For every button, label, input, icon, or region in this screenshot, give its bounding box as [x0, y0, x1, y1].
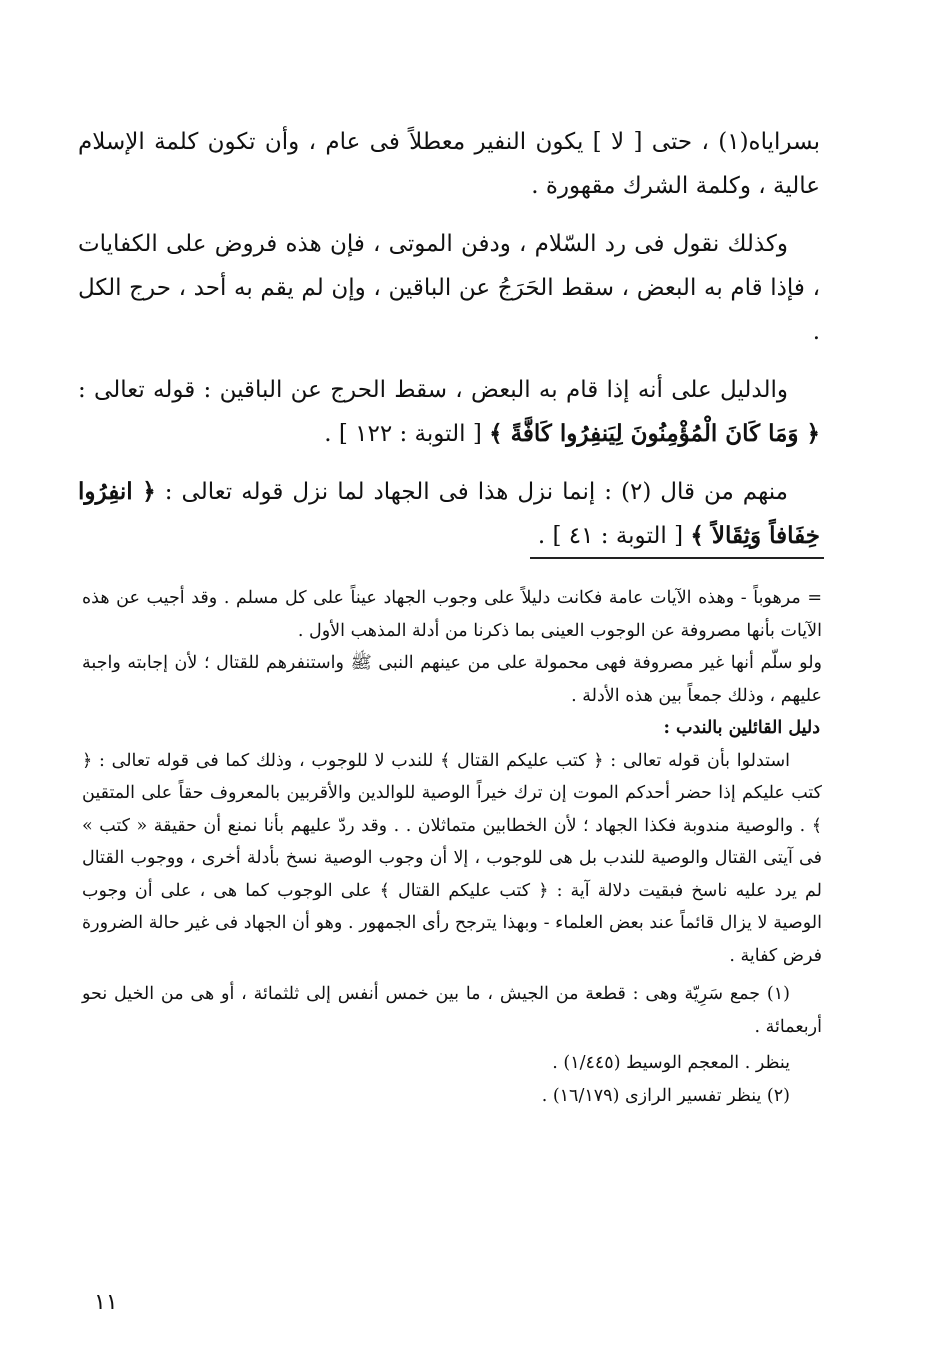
- footnote-continuation: = مرهوباً - وهذه الآيات عامة فكانت دليلاً على وجوب الجهاد عيناً على كل مسلم . وقد أجيب عن هذه الآيات بأنها مصروفة عن الوجوب العينى بما ذكرنا من أدلة المذهب الأول .: [82, 588, 822, 641]
- paragraph-1: بسراياه(١) ، حتى [ لا ] يكون النفير معطلاً فى عام ، وأن تكون كلمة الإسلام عالية ، وكلمة الشرك مقهورة .: [78, 129, 820, 199]
- footnote-paragraph-2: ولو سلّم أنها غير مصروفة فهى محمولة على من عينهم النبى ﷺ واستنفرهم للقتال ؛ لأن إجابته واجبة عليهم ، وذلك جمعاً بين هذه الأدلة .: [82, 653, 822, 706]
- footnote-paragraph-3: استدلوا بأن قوله تعالى : ﴿ كتب عليكم القتال ﴾ للندب لا للوجوب ، وذلك كما فى قوله تعالى : ﴿ كتب عليكم إذا حضر أحدكم الموت إن ترك خيراً الوصية للوالدين والأقربين بالمعروف حقاً على المتقين ﴾ . والوصية مندوبة فكذا الجهاد ؛ لأن الخطابين متماثلان . . وقد ردّ عليهم بأنا نمنع أن حقيقة « كتب » فى آيتى القتال والوصية للندب بل هى للوجوب ، إلا أن وجوب الوصية نسخ بأدلة أخرى ، ووجوب القتال لم يرد عليه ناسخ فبقيت دلالة آية : ﴿ كتب عليكم القتال ﴾ على الوجوب كما هى ، على أن وجوب الوصية لا يزال قائماً عند بعض العلماء - وبهذا يترجح رأى الجمهور . وهو أن الجهاد فى غير حالة الضرورة فرض كفاية .: [82, 750, 822, 966]
- verse-reference-1: [ التوبة : ١٢٢ ] .: [324, 421, 482, 447]
- paragraph-4-text: منهم من قال (٢) : إنما نزل هذا فى الجهاد لما نزل قوله تعالى :: [164, 479, 788, 505]
- footnote-2: (٢) ينظر تفسير الرازى (١٦/١٧٩) .: [541, 1085, 790, 1106]
- paragraph-4: [78, 470, 820, 558]
- footnotes: [82, 582, 822, 1112]
- quran-verse-1: ﴿ وَمَا كَانَ الْمُؤْمِنُونَ لِيَنفِرُوا كَافَّةً ﴾: [489, 420, 820, 447]
- footnote-separator: [530, 557, 824, 559]
- paragraph-3: [78, 368, 820, 456]
- quran-verse-2: ﴿ انفِرُوا خِفَافاً وَثِقَالاً ﴾: [78, 478, 820, 549]
- paragraph-2: وكذلك نقول فى رد السّلام ، ودفن الموتى ، فإن هذه فروض على الكفايات ، فإذا قام به البعض ، سقط الحَرَجُ عن الباقين ، وإن لم يقم به أحد ، حرج الكل .: [78, 231, 820, 345]
- verse-reference-2: [ التوبة : ٤١ ] .: [537, 523, 684, 549]
- main-text: [78, 120, 820, 558]
- footnote-heading: دليل القائلين بالندب :: [663, 718, 820, 738]
- footnote-1-reference: ينظر . المعجم الوسيط (١/٤٤٥) .: [552, 1053, 790, 1073]
- footnote-1: (١) جمع سَرِيّة وهى : قطعة من الجيش ، ما بين خمس أنفس إلى ثلثمائة ، أو هى من الخيل نحو أربعمائة .: [82, 984, 822, 1037]
- paragraph-3-text: والدليل على أنه إذا قام به البعض ، سقط الحرج عن الباقين : قوله تعالى :: [78, 377, 788, 403]
- page-number: ١١: [94, 1290, 118, 1315]
